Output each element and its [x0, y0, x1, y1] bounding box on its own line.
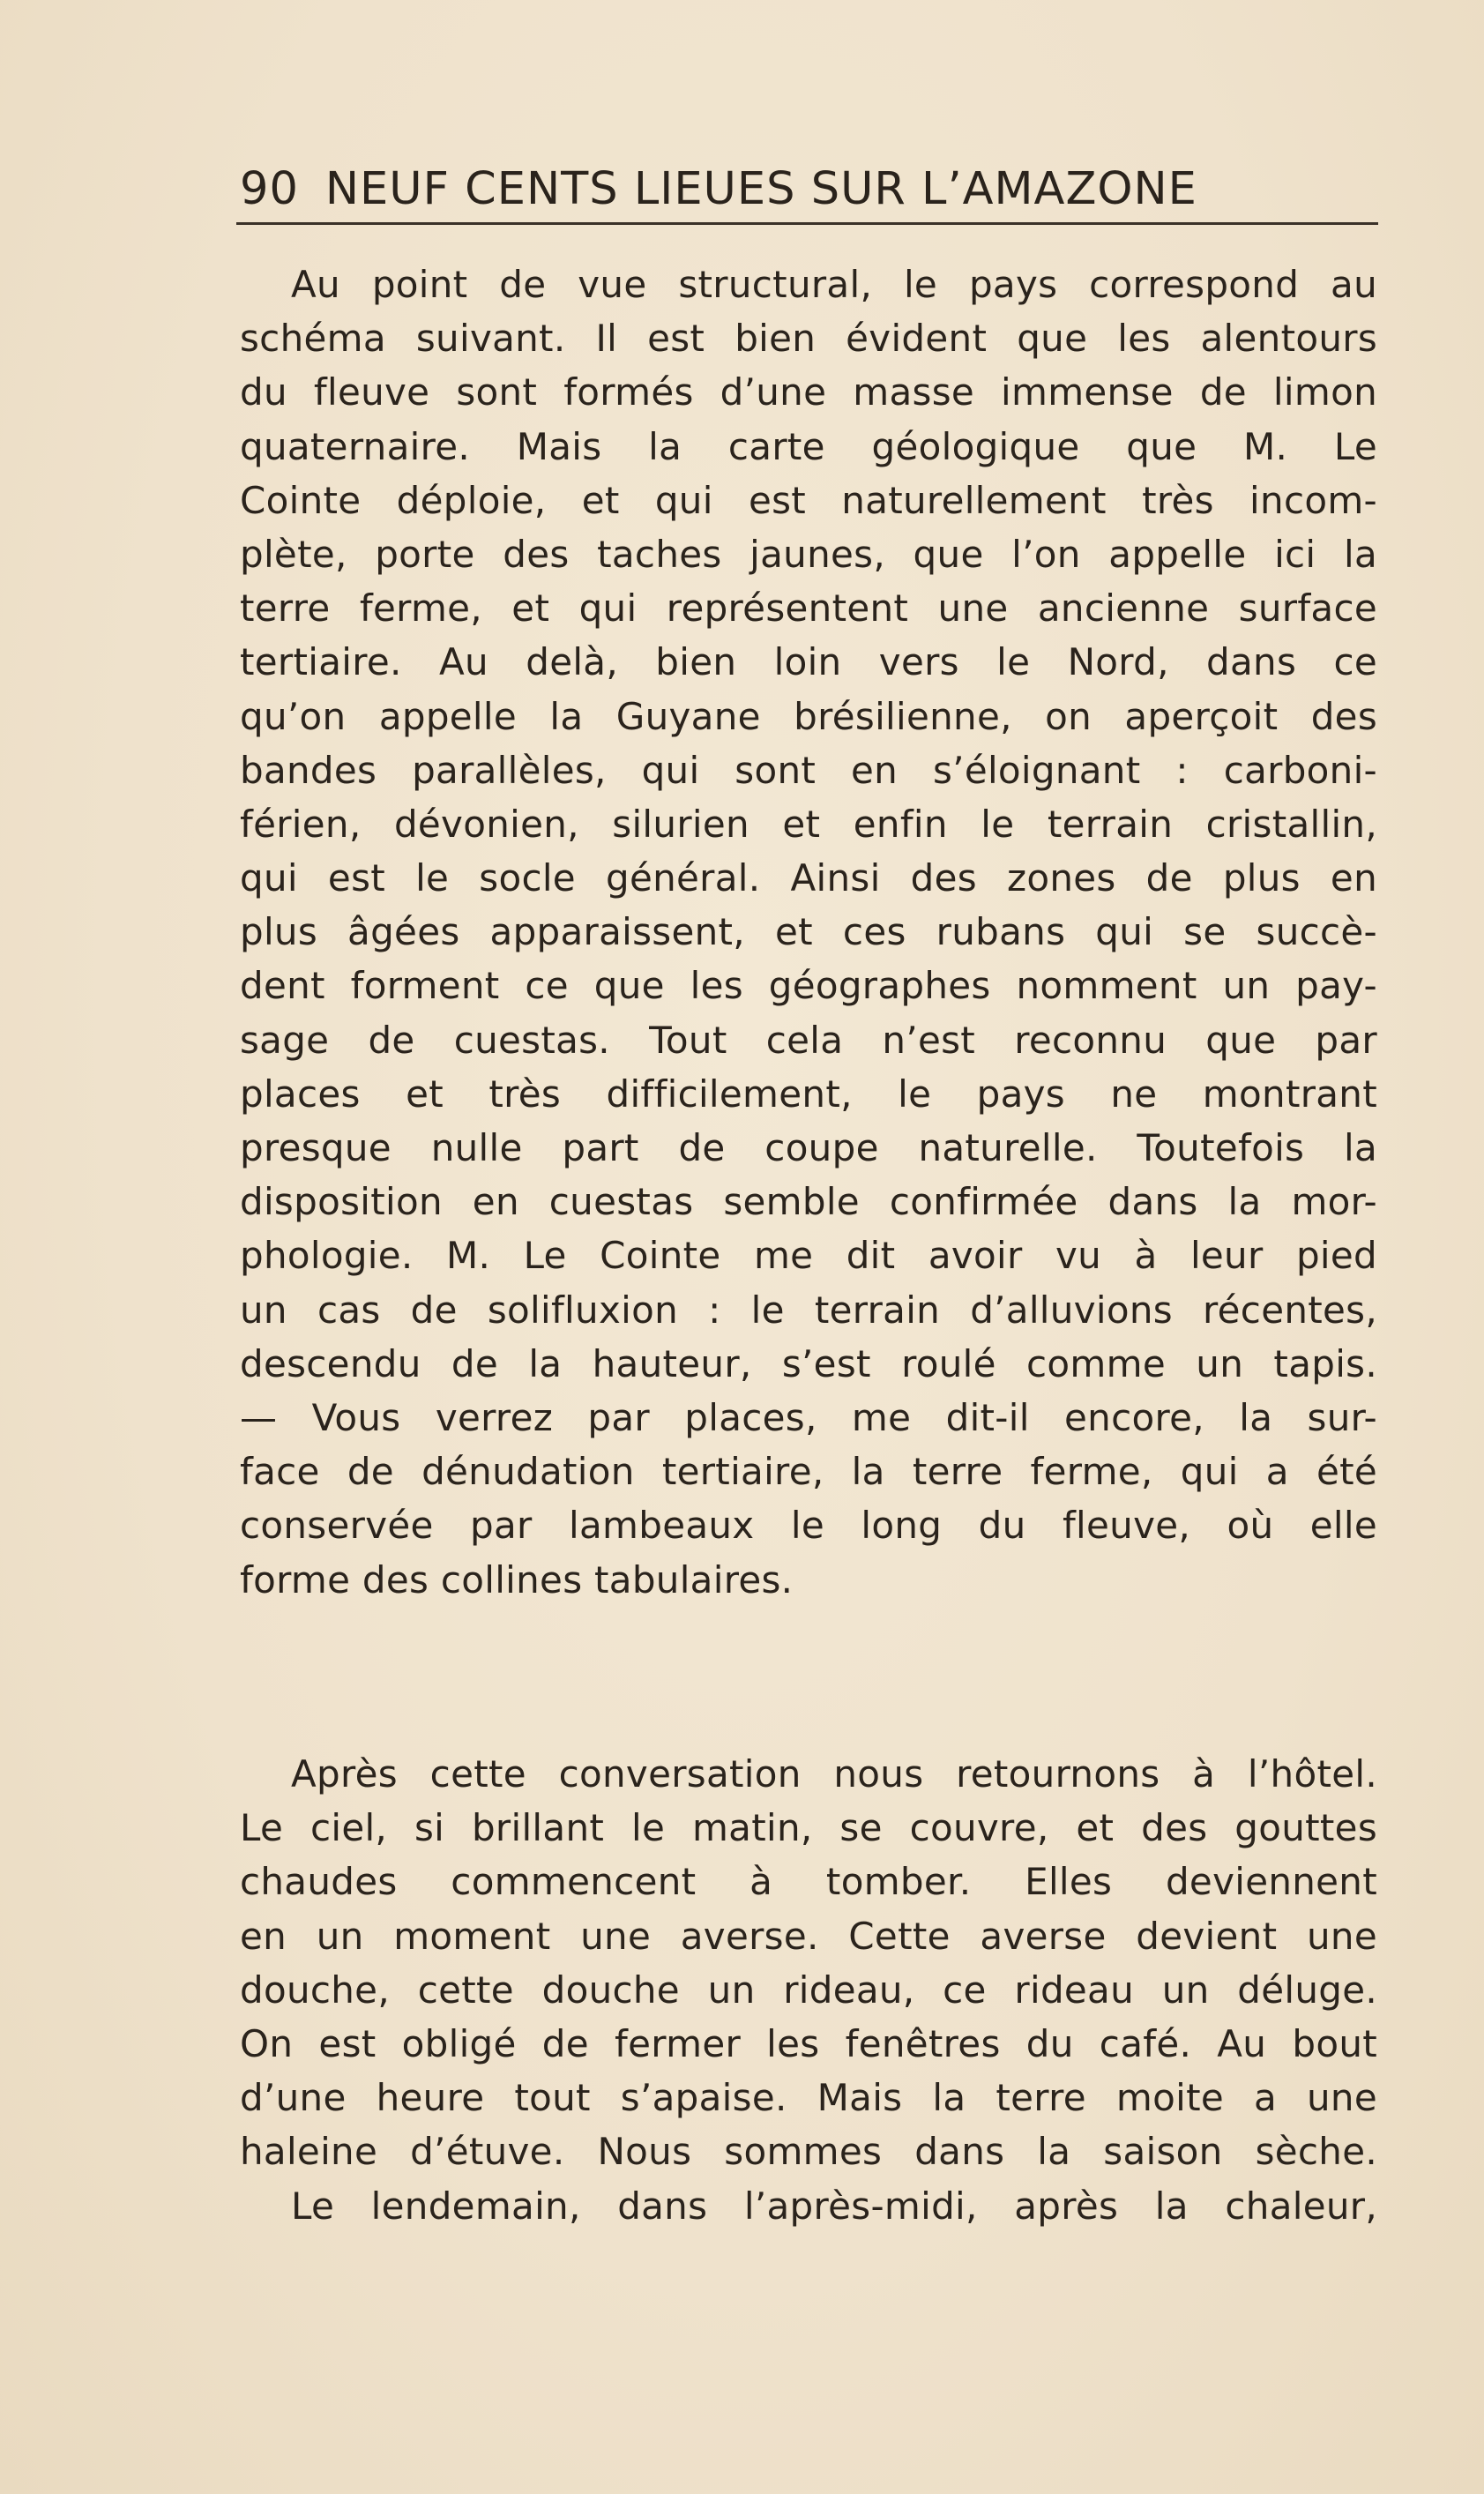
text-line: On est obligé de fermer les fenêtres du café. Au bout [240, 2021, 1377, 2065]
text-line: forme des collines tabulaires. [240, 1557, 794, 1602]
text-line: d’une heure tout s’apaise. Mais la terre moite a une [240, 2076, 1377, 2120]
running-header [240, 141, 1377, 215]
text-line: Le lendemain, dans l’après-midi, après la chaleur, [291, 2184, 1377, 2228]
text-line: quaternaire. Mais la carte géologique que M. Le [240, 424, 1377, 468]
text-line: haleine d’étuve. Nous sommes dans la saison sèche. [240, 2130, 1377, 2174]
paragraph-structural [240, 258, 1377, 1607]
text-line: un cas de solifluxion : le terrain d’alluvions récentes, [240, 1288, 1377, 1332]
text-line: places et très difficilement, le pays ne montrant [240, 1072, 1377, 1116]
text-line: terre ferme, et qui représentent une ancienne surface [240, 586, 1377, 631]
text-line: phologie. M. Le Cointe me dit avoir vu à leur pied [240, 1234, 1377, 1278]
paragraph-rain [240, 1747, 1377, 2233]
text-line: Cointe déploie, et qui est naturellement très incom- [240, 478, 1377, 522]
text-line: Au point de vue structural, le pays correspond au [291, 263, 1377, 306]
text-line: Le ciel, si brillant le matin, se couvre, et des gouttes [240, 1806, 1377, 1850]
text-line: plus âgées apparaissent, et ces rubans qui se succè- [240, 910, 1377, 954]
running-title: NEUF CENTS LIEUES SUR L’AMAZONE [324, 163, 1197, 215]
text-line: Après cette conversation nous retournons à l’hôtel. [291, 1752, 1377, 1796]
text-line: chaudes commencent à tomber. Elles deviennent [240, 1860, 1377, 1904]
text-line: schéma suivant. Il est bien évident que les alentours [240, 317, 1377, 361]
text-line: qu’on appelle la Guyane brésilienne, on aperçoit des [240, 694, 1377, 738]
text-line: descendu de la hauteur, s’est roulé comme un tapis. [240, 1341, 1377, 1385]
text-line: en un moment une averse. Cette averse devient une [240, 1914, 1377, 1958]
text-line: qui est le socle général. Ainsi des zones de plus en [240, 856, 1377, 900]
text-line: bandes parallèles, qui sont en s’éloignant : carboni- [240, 748, 1377, 792]
text-line: du fleuve sont formés d’une masse immense de limon [240, 370, 1377, 414]
text-line: presque nulle part de coupe naturelle. Toutefois la [240, 1126, 1377, 1169]
text-line: férien, dévonien, silurien et enfin le terrain cristallin, [240, 802, 1377, 846]
page-number: 90 [240, 163, 299, 215]
text-line: face de dénudation tertiaire, la terre ferme, qui a été [240, 1450, 1377, 1494]
header-rule [236, 222, 1378, 225]
text-line: disposition en cuestas semble confirmée dans la mor- [240, 1180, 1377, 1224]
text-line: plète, porte des taches jaunes, que l’on appelle ici la [240, 532, 1377, 576]
text-line: dent forment ce que les géographes nomment un pay- [240, 964, 1377, 1008]
text-line: tertiaire. Au delà, bien loin vers le Nord, dans ce [240, 640, 1377, 684]
text-line: douche, cette douche un rideau, ce rideau un déluge. [240, 1968, 1377, 2012]
text-line: sage de cuestas. Tout cela n’est reconnu que par [240, 1018, 1377, 1062]
text-line: — Vous verrez par places, me dit-il encore, la sur- [240, 1395, 1377, 1439]
text-line: conservée par lambeaux le long du fleuve, où elle [240, 1504, 1377, 1548]
